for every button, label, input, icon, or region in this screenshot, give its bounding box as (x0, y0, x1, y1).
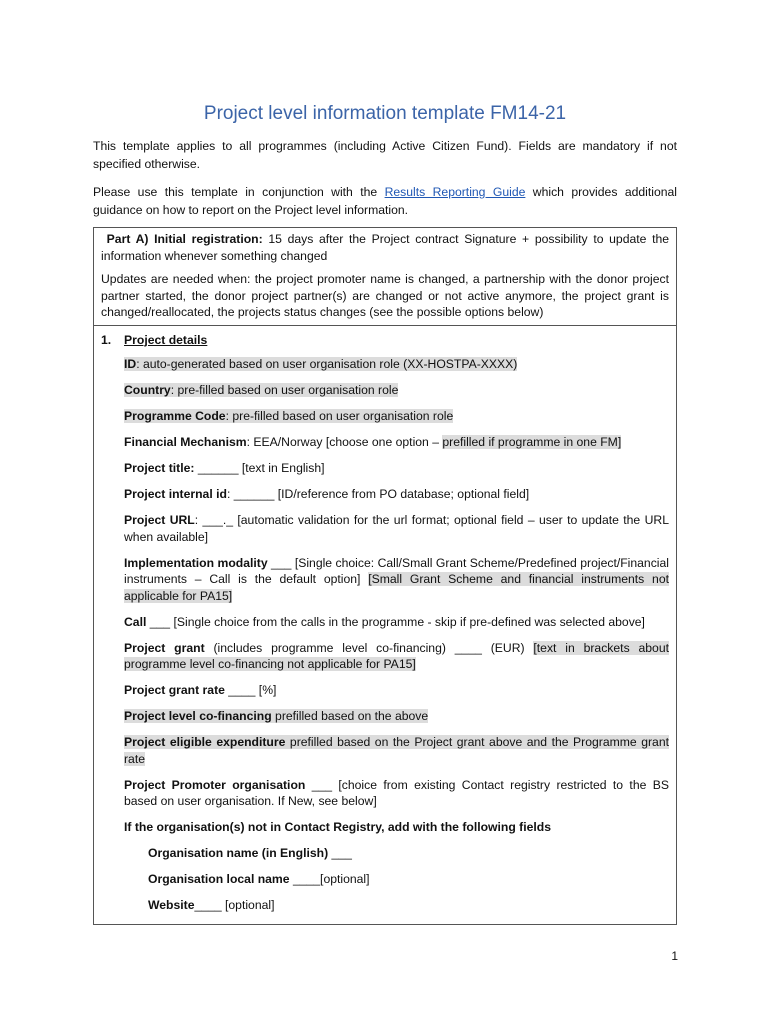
field-call (124, 614, 669, 631)
field-programme-code-text: : pre-filled based on user organisation role (225, 409, 454, 423)
field-organisation-name (148, 845, 669, 862)
field-grant-label: Project grant (124, 640, 205, 655)
field-internal-id-text: : ______ [ID/reference from PO database; optional field] (226, 487, 530, 501)
field-implementation-modality (124, 555, 669, 605)
field-grant-rate (124, 682, 669, 699)
field-country-text: : pre-filled based on user organisation role (170, 383, 399, 397)
field-rate-text: ____ [%] (224, 683, 277, 697)
intro-text-after: which provides additional guidance on how to report on the Project level information. (93, 185, 677, 217)
field-call-text: ___ [Single choice from the calls in the programme - skip if pre-defined was selected above] (146, 614, 645, 629)
field-co-financing (124, 708, 669, 725)
template-table (93, 227, 677, 925)
field-project-url-text: : ___._ [automatic validation for the url format; optional field – user to update the URL when available] (124, 513, 669, 544)
field-cofin-label: Project level co-financing (124, 709, 272, 723)
field-org-name-label: Organisation name (in English) (148, 846, 329, 860)
field-project-grant (124, 640, 669, 673)
field-id-label: ID (124, 357, 137, 371)
field-country (124, 382, 669, 399)
intro-paragraph: This template applies to all programmes (including Active Citizen Fund). Fields are mandatory if not specified otherwise. (93, 139, 677, 171)
field-cofin-text: prefilled based on the above (271, 709, 429, 723)
field-promoter-organisation (124, 777, 669, 810)
field-grant-text: (includes programme level co-financing) ____ (EUR) (204, 640, 534, 655)
intro-text-before: Please use this template in conjunction with the (93, 185, 385, 199)
field-website (148, 897, 669, 914)
field-internal-id-label: Project internal id (124, 487, 227, 501)
field-promoter-text: ___ [choice from existing Contact registry restricted to the BS based on user organisation. If New, see below] (124, 777, 669, 808)
project-details-section (94, 326, 676, 914)
part-a-label: Part A) Initial registration: (106, 232, 263, 246)
field-project-title-label: Project title: (124, 461, 195, 475)
field-elig-label: Project eligible expenditure (124, 735, 286, 749)
field-internal-id (124, 486, 669, 503)
field-id (124, 356, 669, 373)
intro-guide-paragraph (93, 183, 677, 219)
field-rate-label: Project grant rate (124, 683, 225, 697)
section-title: Project details (124, 332, 208, 347)
field-project-title (124, 460, 669, 477)
field-fm-highlight: prefilled if programme in one FM] (442, 435, 622, 449)
section-heading (101, 332, 669, 349)
field-project-title-text: ______ [text in English] (194, 461, 325, 475)
field-eligible-expenditure (124, 734, 669, 767)
part-a-updates: Updates are needed when: the project promoter name is changed, a partnership with the donor project partner started, the donor project partner(s) are changed or not active anymore, the project grant is changed/reallocated, the projects status changes (see the possible options below) (101, 272, 669, 319)
field-financial-mechanism (124, 434, 669, 451)
field-promoter-label: Project Promoter organisation (124, 777, 306, 792)
part-a-intro (101, 231, 669, 264)
field-project-url-label: Project URL (124, 513, 195, 527)
page-number: 1 (671, 949, 678, 963)
field-project-url (124, 512, 669, 545)
field-country-label: Country (124, 383, 171, 397)
page-title: Project level information template FM14-21 (203, 103, 567, 124)
field-programme-code (124, 408, 669, 425)
field-website-text: ____ [optional] (194, 898, 275, 912)
field-impl-text: ___ [Single choice: Call/Small Grant Scheme/Predefined project/Financial instruments – Call is the default option] (124, 555, 669, 586)
part-a-header (94, 228, 676, 326)
results-reporting-guide-link[interactable]: Results Reporting Guide (384, 185, 526, 199)
part-a-text: 15 days after the Project contract Signature + possibility to update the information whenever something changed (101, 232, 670, 263)
field-fm-text: : EEA/Norway [choose one option – (246, 435, 443, 449)
field-programme-code-label: Programme Code (124, 409, 226, 423)
field-impl-label: Implementation modality (124, 555, 268, 570)
field-organisation-local-name (148, 871, 669, 888)
field-fm-label: Financial Mechanism (124, 435, 247, 449)
field-call-label: Call (124, 614, 147, 629)
field-org-name-text: ___ (328, 846, 352, 860)
field-elig-text: prefilled based on the Project grant above and the Programme grant rate (124, 735, 669, 766)
field-org-local-text: ____[optional] (289, 872, 370, 886)
field-org-local-label: Organisation local name (148, 872, 290, 886)
field-if-organisation: If the organisation(s) not in Contact Registry, add with the following fields (124, 820, 552, 834)
field-grant-highlight: [text in brackets about programme level co-financing not applicable for PA15] (124, 640, 669, 671)
field-website-label: Website (148, 898, 195, 912)
field-impl-highlight: [Small Grant Scheme and financial instruments not applicable for PA15] (124, 572, 669, 603)
section-number: 1. (101, 332, 112, 347)
field-id-text: : auto-generated based on user organisation role (XX-HOSTPA-XXXX) (136, 357, 518, 371)
